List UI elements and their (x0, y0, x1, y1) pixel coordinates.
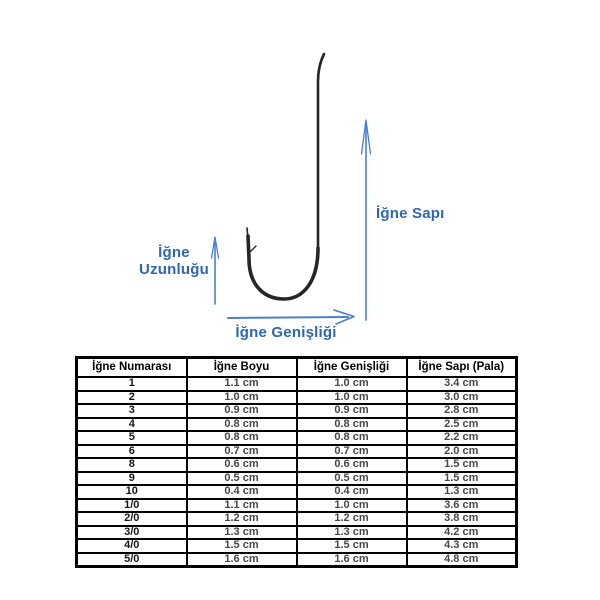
hook-size-table-container (75, 356, 518, 568)
label-hook-length (128, 244, 220, 278)
measurement-cell: 1.1 cm (187, 377, 297, 391)
measurement-cell: 0.8 cm (187, 431, 297, 445)
measurement-cell: 1.0 cm (297, 391, 407, 405)
measurement-cell: 1.2 cm (187, 512, 297, 526)
table-row (77, 404, 517, 418)
hook-shank (318, 54, 324, 250)
hook-point (247, 228, 248, 239)
measurement-cell: 0.6 cm (297, 458, 407, 472)
hook-size-table (75, 356, 518, 568)
table-row (77, 485, 517, 499)
measurement-cell: 1.3 cm (407, 485, 517, 499)
measurement-cell: 0.7 cm (297, 445, 407, 459)
table-row (77, 458, 517, 472)
hook-number-cell: 5/0 (77, 553, 187, 567)
table-row (77, 472, 517, 486)
label-hook-width: İğne Genişliği (235, 324, 337, 341)
measurement-cell: 1.0 cm (187, 391, 297, 405)
measurement-cell: 2.0 cm (407, 445, 517, 459)
table-row (77, 512, 517, 526)
hook-number-cell: 2/0 (77, 512, 187, 526)
measurement-cell: 0.4 cm (297, 485, 407, 499)
table-row (77, 499, 517, 513)
measurement-cell: 3.8 cm (407, 512, 517, 526)
measurement-cell: 1.0 cm (297, 377, 407, 391)
measurement-cell: 1.6 cm (187, 553, 297, 567)
table-row (77, 553, 517, 567)
measurement-cell: 0.8 cm (297, 418, 407, 432)
header-hook-length: İğne Boyu (187, 358, 297, 378)
measurement-cell: 0.9 cm (297, 404, 407, 418)
table-row (77, 526, 517, 540)
header-hook-shank: İğne Sapı (Pala) (407, 358, 517, 378)
label-hook-length-line1: İğne (158, 244, 190, 261)
table-row (77, 445, 517, 459)
table-row (77, 377, 517, 391)
measurement-cell: 0.7 cm (187, 445, 297, 459)
measurement-cell: 1.2 cm (297, 512, 407, 526)
measurement-cell: 0.9 cm (187, 404, 297, 418)
hook-bend (248, 236, 318, 299)
measurement-cell: 2.2 cm (407, 431, 517, 445)
table-row (77, 539, 517, 553)
table-row (77, 431, 517, 445)
hook-illustration (247, 54, 324, 299)
header-hook-width: İğne Genişliği (297, 358, 407, 378)
hook-number-cell: 2 (77, 391, 187, 405)
hook-number-cell: 6 (77, 445, 187, 459)
measurement-cell: 1.1 cm (187, 499, 297, 513)
hook-number-cell: 9 (77, 472, 187, 486)
label-hook-shank: İğne Sapı (376, 205, 445, 222)
measurement-cell: 4.3 cm (407, 539, 517, 553)
hook-number-cell: 3/0 (77, 526, 187, 540)
measurement-cell: 3.4 cm (407, 377, 517, 391)
hook-number-cell: 8 (77, 458, 187, 472)
hook-number-cell: 1 (77, 377, 187, 391)
header-hook-number: İğne Numarası (77, 358, 187, 378)
measurement-cell: 0.6 cm (187, 458, 297, 472)
hook-size-table-head (77, 358, 517, 378)
table-row (77, 391, 517, 405)
hook-number-cell: 5 (77, 431, 187, 445)
measurement-cell: 2.8 cm (407, 404, 517, 418)
hook-number-cell: 4 (77, 418, 187, 432)
measurement-cell: 0.5 cm (297, 472, 407, 486)
measurement-cell: 2.5 cm (407, 418, 517, 432)
measurement-cell: 1.3 cm (297, 526, 407, 540)
measurement-cell: 1.5 cm (297, 539, 407, 553)
measurement-cell: 0.8 cm (297, 431, 407, 445)
shank-arrow (362, 120, 371, 320)
measurement-cell: 1.6 cm (297, 553, 407, 567)
hook-number-cell: 4/0 (77, 539, 187, 553)
measurement-cell: 1.5 cm (407, 472, 517, 486)
measurement-cell: 0.8 cm (187, 418, 297, 432)
hook-number-cell: 10 (77, 485, 187, 499)
table-row (77, 418, 517, 432)
hook-size-table-body (77, 377, 517, 567)
measurement-cell: 4.8 cm (407, 553, 517, 567)
label-hook-length-line2: Uzunluğu (139, 261, 209, 278)
measurement-cell: 0.5 cm (187, 472, 297, 486)
measurement-cell: 3.0 cm (407, 391, 517, 405)
measurement-cell: 4.2 cm (407, 526, 517, 540)
measurement-cell: 0.4 cm (187, 485, 297, 499)
width-arrow (228, 310, 354, 324)
header-row (77, 358, 517, 378)
measurement-cell: 1.3 cm (187, 526, 297, 540)
hook-number-cell: 3 (77, 404, 187, 418)
hook-number-cell: 1/0 (77, 499, 187, 513)
measurement-cell: 1.5 cm (187, 539, 297, 553)
measurement-cell: 1.5 cm (407, 458, 517, 472)
measurement-cell: 3.6 cm (407, 499, 517, 513)
measurement-cell: 1.0 cm (297, 499, 407, 513)
